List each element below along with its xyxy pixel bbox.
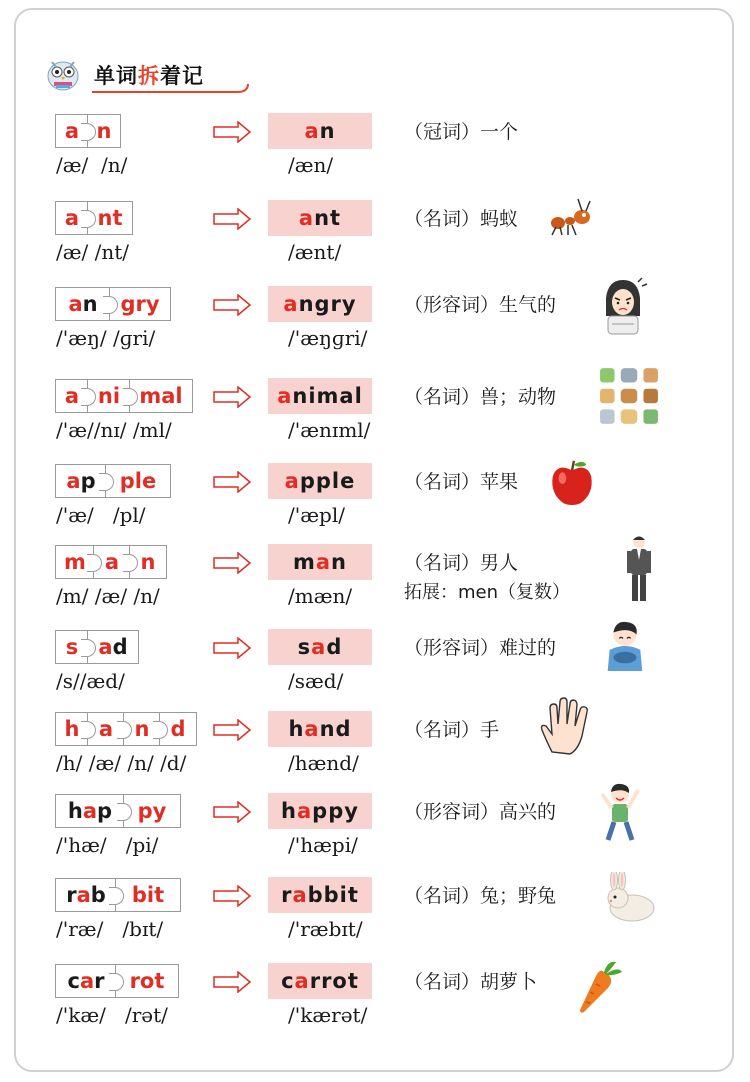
word-phonetic: /'ænɪml/: [288, 418, 371, 442]
word-phonetic: /ænt/: [288, 240, 342, 264]
syllable-pieces: [55, 200, 131, 236]
right-arrow-icon: [212, 885, 252, 907]
syllable-phonetics: /h/ /æ/ /n/ /d/: [56, 751, 187, 775]
right-arrow-icon: [212, 801, 252, 823]
rabbit-icon: [602, 872, 658, 922]
syllable-pieces: [55, 544, 165, 580]
full-word: a nimal: [268, 378, 372, 414]
full-word: h a ppy: [268, 793, 372, 829]
word-meaning: （名词）胡萝卜: [404, 971, 538, 993]
syllable-piece: a n: [55, 287, 111, 321]
syllable-piece: n: [87, 114, 121, 148]
word-phonetic: /'kærət/: [288, 1003, 368, 1027]
full-word: a nt: [268, 200, 372, 236]
word-meaning: （名词）兔；野兔: [404, 885, 557, 907]
word-meaning: （名词）手: [404, 719, 500, 741]
full-word: m a n: [268, 544, 372, 580]
syllable-piece: n: [123, 712, 161, 746]
syllable-piece: c a r: [55, 964, 117, 998]
hand-icon: [538, 696, 594, 756]
ant-icon: [548, 195, 592, 239]
syllable-piece: a: [55, 201, 89, 235]
syllable-pieces: [55, 793, 179, 829]
syllable-pieces: [55, 463, 169, 499]
syllable-pieces: [55, 963, 177, 999]
full-word: s a d: [268, 629, 372, 665]
syllable-phonetics: /'æŋ/ /ɡri/: [56, 326, 156, 350]
syllable-piece: r a b: [55, 878, 117, 912]
syllable-piece: mal: [129, 379, 193, 413]
sad-boy-icon: [600, 618, 648, 674]
angry-girl-icon: [598, 276, 648, 336]
syllable-phonetics: /'æ/ /pl/: [56, 503, 146, 527]
right-arrow-icon: [212, 294, 252, 316]
word-meaning: （名词）蚂蚁: [404, 208, 519, 230]
word-meaning: （形容词）难过的: [404, 637, 557, 659]
word-meaning: （形容词）生气的: [404, 294, 557, 316]
word-row-carrot: [0, 963, 750, 1043]
syllable-piece: s: [55, 630, 89, 664]
word-meaning: （名词）男人: [404, 552, 519, 574]
right-arrow-icon: [212, 208, 252, 230]
syllable-piece: rot: [115, 964, 179, 998]
man-icon: [624, 534, 654, 604]
syllable-piece: m: [55, 545, 95, 579]
syllable-piece: h a p: [55, 794, 125, 828]
syllable-piece: ni: [87, 379, 131, 413]
syllable-phonetics: /æ/ /nt/: [56, 240, 130, 264]
syllable-pieces: [55, 711, 195, 747]
owl-mascot-icon: [42, 52, 84, 92]
word-row-an: [0, 113, 750, 193]
section-header: [42, 50, 262, 94]
word-row-ant: [0, 200, 750, 280]
full-word: a n: [268, 113, 372, 149]
word-phonetic: /'hæpi/: [288, 833, 358, 857]
right-arrow-icon: [212, 121, 252, 143]
word-phonetic: /æn/: [288, 153, 334, 177]
apple-icon: [548, 457, 596, 507]
syllable-piece: bit: [115, 878, 181, 912]
syllable-phonetics: /s//æd/: [56, 669, 125, 693]
happy-boy-icon: [598, 780, 642, 844]
syllable-phonetics: /'æ//nɪ/ /ml/: [56, 418, 172, 442]
word-extension: 拓展：men（复数）: [404, 582, 571, 603]
word-meaning: （名词）苹果: [404, 471, 519, 493]
syllable-phonetics: /m/ /æ/ /n/: [56, 584, 160, 608]
word-phonetic: /sæd/: [288, 669, 344, 693]
syllable-piece: ple: [105, 464, 171, 498]
syllable-piece: h: [55, 712, 89, 746]
syllable-piece: nt: [87, 201, 133, 235]
syllable-phonetics: /æ/ /n/: [56, 153, 128, 177]
full-word: a pple: [268, 463, 372, 499]
syllable-pieces: [55, 877, 179, 913]
syllable-piece: py: [123, 794, 181, 828]
full-word: a ngry: [268, 286, 372, 322]
animals-icon: [598, 366, 660, 428]
full-word: c a rrot: [268, 963, 372, 999]
word-meaning: （冠词）一个: [404, 121, 519, 143]
syllable-piece: a d: [87, 630, 139, 664]
full-word: r a bbit: [268, 877, 372, 913]
carrot-icon: [574, 958, 624, 1014]
word-phonetic: /mæn/: [288, 584, 353, 608]
syllable-piece: a: [87, 712, 125, 746]
word-phonetic: /'æŋɡri/: [288, 326, 368, 350]
syllable-piece: n: [129, 545, 167, 579]
right-arrow-icon: [212, 471, 252, 493]
syllable-piece: gry: [109, 287, 171, 321]
syllable-pieces: [55, 113, 119, 149]
syllable-piece: a: [55, 114, 89, 148]
title-underline: [92, 82, 252, 96]
word-meaning: （形容词）高兴的: [404, 801, 557, 823]
right-arrow-icon: [212, 637, 252, 659]
syllable-phonetics: /'ræ/ /bɪt/: [56, 917, 164, 941]
syllable-phonetics: /'hæ/ /pi/: [56, 833, 159, 857]
right-arrow-icon: [212, 386, 252, 408]
syllable-piece: a: [55, 379, 89, 413]
syllable-pieces: [55, 629, 137, 665]
syllable-piece: a p: [55, 464, 107, 498]
word-phonetic: /'ræbɪt/: [288, 917, 363, 941]
word-phonetic: /'æpl/: [288, 503, 345, 527]
syllable-piece: a: [93, 545, 131, 579]
section-title: 单词拆着记: [94, 64, 204, 88]
right-arrow-icon: [212, 552, 252, 574]
syllable-pieces: [55, 378, 191, 414]
syllable-piece: d: [159, 712, 197, 746]
syllable-pieces: [55, 286, 169, 322]
word-phonetic: /hænd/: [288, 751, 359, 775]
right-arrow-icon: [212, 719, 252, 741]
word-meaning: （名词）兽；动物: [404, 386, 557, 408]
right-arrow-icon: [212, 971, 252, 993]
syllable-phonetics: /'kæ/ /rət/: [56, 1003, 168, 1027]
word-row-apple: [0, 463, 750, 543]
full-word: h a nd: [268, 711, 372, 747]
word-row-hand: [0, 711, 750, 791]
